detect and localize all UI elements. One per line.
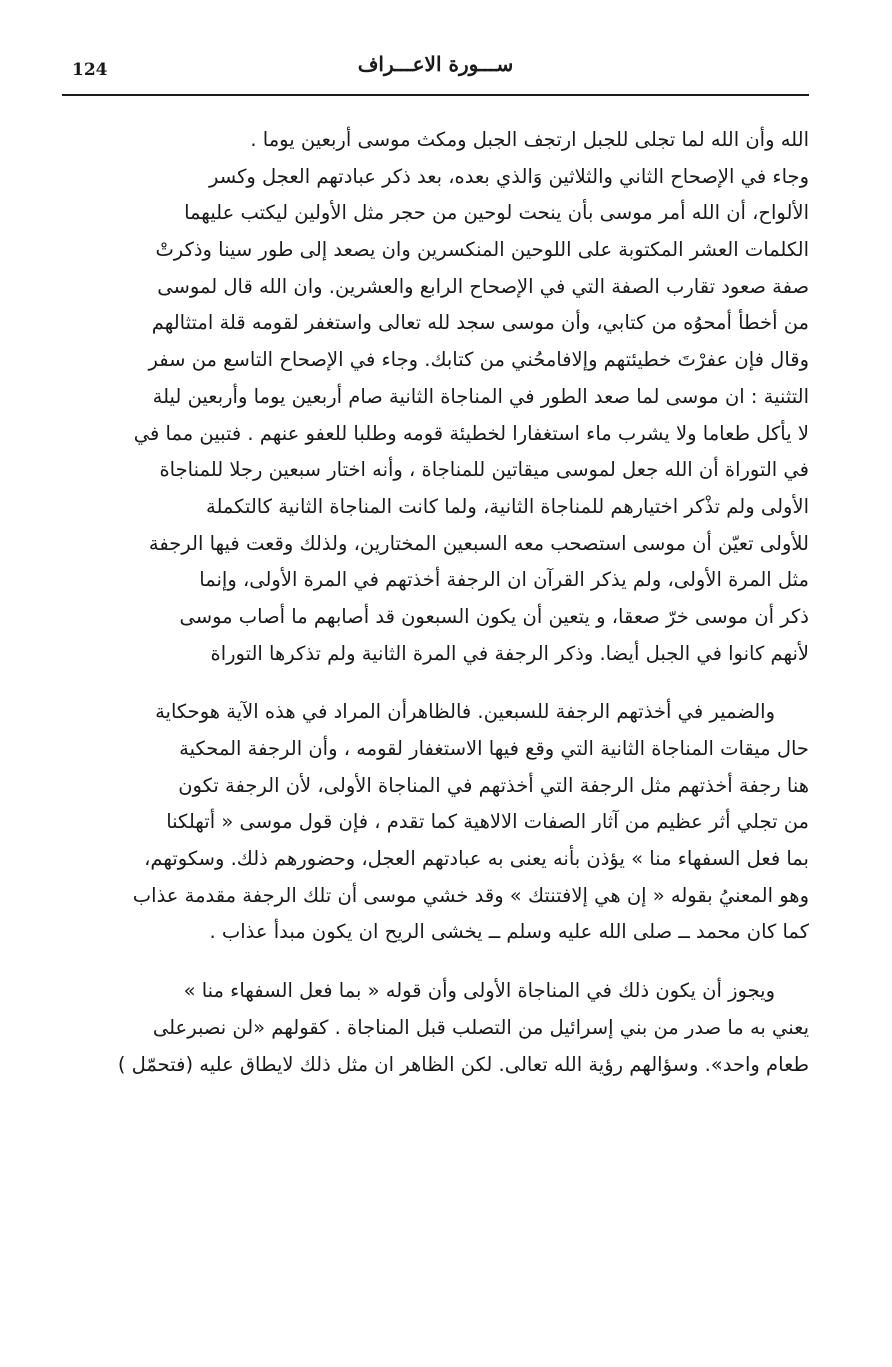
text-line: ويجوز أن يكون ذلك في المناجاة الأولى وأن قوله « بما فعل السفهاء منا » [183,979,775,1003]
text-line: يعني به ما صدر من بني إسرائيل من التصلب قبل المناجاة . كقولهم «لن نصبرعلى [152,1015,809,1039]
text-line: التثنية : ان موسى لما صعد الطور في المناجاة الثانية صام أربعين يوما وأربعين ليلة [152,384,809,408]
text-line: الألواح، أن الله أمر موسى بأن ينحت لوحين من حجر مثل الأولين ليكتب عليهما [184,201,809,225]
page-header [62,52,809,92]
body-text [62,122,809,1083]
text-line: هنا رجفة أخذتهم مثل الرجفة التي أخذتهم في المناجاة الأولى، لأن الرجفة تكون [178,773,809,797]
text-line: صفة صعود تقارب الصفة التي في الإصحاح الرابع والعشرين. وان الله قال لموسى [157,274,809,298]
paragraph-3 [62,973,809,1083]
text-line: في التوراة أن الله جعل لموسى ميقاتين للمناجاة ، وأنه اختار سبعين رجلا للمناجاة [159,458,809,482]
text-line: وجاء في الإصحاح الثاني والثلاثين وَالذي بعده، بعد ذكر عبادتهم العجل وكسر [208,164,809,188]
page-number: 124 [72,60,108,80]
text-line: للأولى تعيّن أن موسى استصحب معه السبعين المختارين، ولذلك وقعت فيها الرجفة [148,531,809,555]
text-line: لأنهم كانوا في الجبل أيضا. وذكر الرجفة في المرة الثانية ولم تذكرها التوراة [210,641,809,665]
text-line: الله وأن الله لما تجلى للجبل ارتجف الجبل ومكث موسى أربعين يوما . [250,128,809,151]
text-line: الأولى ولم تذْكر اختيارهم للمناجاة الثانية، ولما كانت المناجاة الثانية كالتكملة [206,494,809,518]
text-line: وقال فإن عفرْتَ خطيئتهم وإلافامحُني من كتابك. وجاء في الإصحاح التاسع من سفر [148,348,809,372]
text-line: بما فعل السفهاء منا » يؤذن بأنه يعنى به عبادتهم العجل، وحضورهم ذلك. وسكوتهم، [144,847,809,871]
text-line: لا يأكل طعاما ولا يشرب ماء استغفارا لخطيئة قومه وطلبا للعفو عنهم . فتبين مما في [133,421,809,445]
paragraph-2 [62,694,809,951]
header-divider [62,94,809,96]
text-line: من أخطأ أمحوُه من كتابي، وأن موسى سجد لله تعالى واستغفر لقومه قلة امتثالهم [151,311,809,335]
text-line: من تجلي أثر عظيم من آثار الصفات الالاهية كما تقدم ، فإن قول موسى « أتهلكنا [166,810,809,834]
text-line: والضمير في أخذتهم الرجفة للسبعين. فالظاهرأن المراد في هذه الآية هوحكاية [155,700,775,724]
paragraph-1 [62,122,809,672]
surah-title: ســـورة الاعـــراف [357,52,514,76]
text-line: طعام واحد». وسؤالهم رؤية الله تعالى. لكن الظاهر ان مثل ذلك لايطاق عليه (فتحمّل ) [117,1052,809,1076]
text-line: مثل المرة الأولى، ولم يذكر القرآن ان الرجفة أخذتهم في المرة الأولى، وإنما [199,568,809,592]
text-line: كما كان محمد ــ صلى الله عليه وسلم ــ يخشى الريح ان يكون مبدأ عذاب . [209,920,809,944]
text-line: حال ميقات المناجاة الثانية التي وقع فيها الاستغفار لقومه ، وأن الرجفة المحكية [179,737,809,760]
text-line: وهو المعنيُ بقوله « إن هي إلافتنتك » وقد خشي موسى أن تلك الرجفة مقدمة عذاب [132,883,809,907]
text-line: ذكر أن موسى خرّ صعقا، و يتعين أن يكون السبعون قد أصابهم ما أصاب موسى [179,604,809,628]
text-line: الكلمات العشر المكتوبة على اللوحين المنكسرين وان يصعد إلى طور سينا وذكرتْ [155,238,809,262]
